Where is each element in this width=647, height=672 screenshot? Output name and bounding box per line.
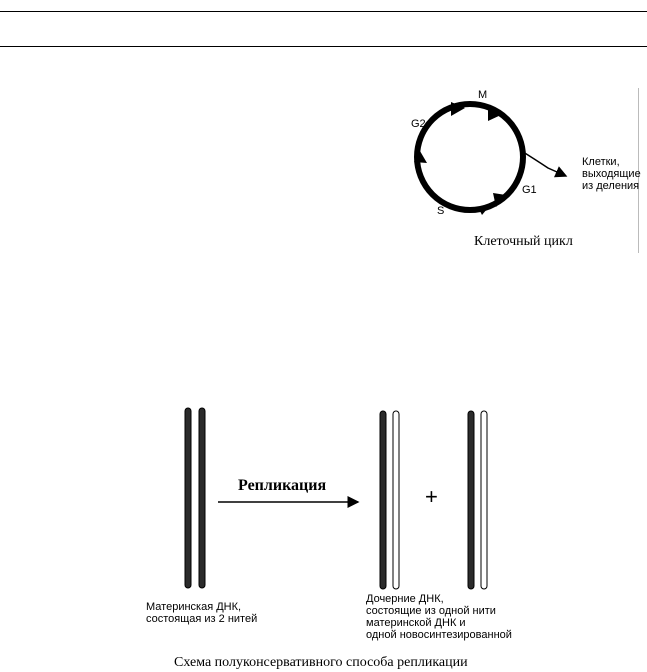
- daughter-label-line-3: материнской ДНК и: [366, 617, 466, 629]
- mother-label-line-1: Материнская ДНК,: [146, 601, 242, 613]
- exit-arrow: [520, 150, 566, 176]
- exit-label-line-3: из деления: [582, 180, 640, 192]
- daughter-label-line-2: состоящие из одной нити: [366, 605, 496, 617]
- replication-caption: Схема полуконсервативного способа репликации: [174, 655, 468, 670]
- plus-sign: +: [425, 484, 438, 509]
- exit-label-line-1: Клетки,: [582, 156, 620, 168]
- daughter-dna-label: [366, 593, 512, 641]
- daughter-label-line-4: одной новосинтезированной: [366, 629, 512, 641]
- phase-label-m: M: [478, 89, 488, 101]
- cell-cycle-caption: Клеточный цикл: [474, 234, 573, 249]
- exit-label-line-2: выходящие: [582, 168, 641, 180]
- daughter2-old-strand: [468, 411, 474, 589]
- daughter-label-line-1: Дочерние ДНК,: [366, 593, 444, 605]
- mother-dna-label: [146, 601, 257, 625]
- phase-label-s: S: [437, 205, 445, 217]
- daughter1-old-strand: [380, 411, 386, 589]
- mother-label-line-2: состоящая из 2 нитей: [146, 613, 258, 625]
- exit-cells-label: [582, 156, 641, 192]
- phase-label-g2: G2: [411, 118, 426, 130]
- replication-arrow-label: Репликация: [238, 477, 327, 494]
- daughter1-new-strand: [393, 411, 399, 589]
- daughter2-new-strand: [481, 411, 487, 589]
- mother-strand-1: [185, 408, 191, 588]
- cell-cycle-ring: [417, 104, 523, 210]
- mother-strand-2: [199, 408, 205, 588]
- phase-label-g1: G1: [522, 184, 537, 196]
